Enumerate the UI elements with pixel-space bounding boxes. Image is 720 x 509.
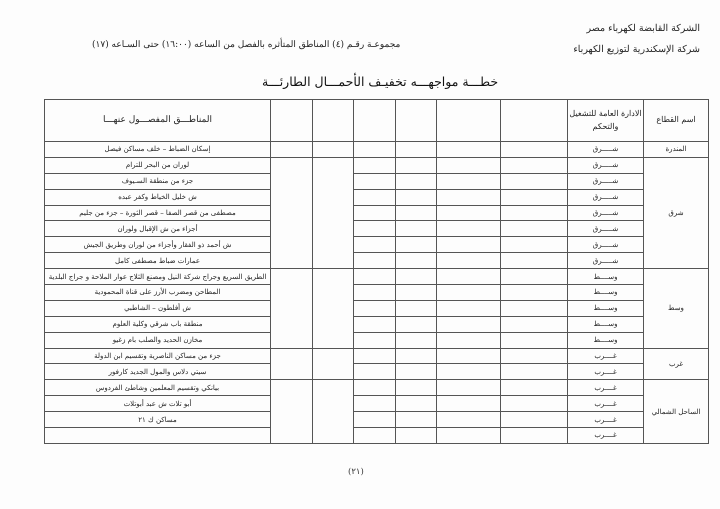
region-name: ش خليل الخياط وكفر عبده <box>45 189 271 205</box>
blank-cell <box>501 316 568 332</box>
admin-name: وســــط <box>568 332 644 348</box>
blank-cell <box>354 412 396 428</box>
blank-cell <box>437 142 501 158</box>
distribution-company-name: شركة الإسكندرية لتوزيع الكهرباء <box>573 44 700 55</box>
admin-name: شـــــرق <box>568 157 644 173</box>
blank-cell <box>437 269 501 285</box>
blank-cell <box>501 269 568 285</box>
header-admin: الادارة العامة للتشغيل والتحكم <box>568 100 644 142</box>
region-name: ش أحمد ذو الفقار وأجزاء من لوران وطريق الجيش <box>45 237 271 253</box>
blank-cell <box>354 173 396 189</box>
blank-cell <box>501 142 568 158</box>
blank-cell <box>437 173 501 189</box>
region-name: سيتي دلاس والمول الجديد كارفور <box>45 364 271 380</box>
region-name: إسكان الضباط – خلف مساكن فيصل <box>45 142 271 158</box>
blank-cell <box>354 142 396 158</box>
blank-cell <box>396 396 437 412</box>
table-row <box>45 269 709 285</box>
sector-name: شرق <box>644 157 709 268</box>
blank-cell <box>396 189 437 205</box>
blank-cell <box>437 348 501 364</box>
blank-cell <box>501 364 568 380</box>
blank-cell <box>354 300 396 316</box>
blank-cell <box>437 221 501 237</box>
region-name: عمارات ضباط مصطفى كامل <box>45 253 271 269</box>
blank-cell <box>501 189 568 205</box>
blank-cell <box>501 173 568 189</box>
blank-cell <box>354 157 396 173</box>
table-row <box>45 285 709 301</box>
blank-cell <box>354 348 396 364</box>
table-row <box>45 237 709 253</box>
region-name: جزء من منطقة السـيوف <box>45 173 271 189</box>
region-name: مخازن الحديد والصلب بام زغيو <box>45 332 271 348</box>
merged-blank-cell <box>271 380 313 444</box>
header-blank <box>396 100 437 142</box>
blank-cell <box>354 332 396 348</box>
blank-cell <box>354 285 396 301</box>
blank-cell <box>354 380 396 396</box>
blank-cell <box>437 189 501 205</box>
table-row <box>45 142 709 158</box>
table-row <box>45 396 709 412</box>
admin-name: شـــــرق <box>568 142 644 158</box>
region-name: أجزاء من ش الإقبال ولوران <box>45 221 271 237</box>
blank-cell <box>437 237 501 253</box>
company-header <box>573 18 700 60</box>
blank-cell <box>396 428 437 444</box>
blank-cell <box>437 412 501 428</box>
blank-cell <box>396 300 437 316</box>
load-shedding-table <box>44 99 709 444</box>
admin-name: غــــرب <box>568 412 644 428</box>
blank-cell <box>396 253 437 269</box>
admin-name: وســــط <box>568 316 644 332</box>
sector-name: وسط <box>644 269 709 348</box>
blank-cell <box>354 428 396 444</box>
admin-name: غــــرب <box>568 428 644 444</box>
header-regions: المناطـــق المفصـــول عنهـــا <box>45 100 271 142</box>
blank-cell <box>501 380 568 396</box>
blank-cell <box>396 285 437 301</box>
admin-name: شـــــرق <box>568 253 644 269</box>
table-row <box>45 300 709 316</box>
holding-company-name: الشركة القابضة لكهرباء مصر <box>586 23 700 34</box>
table-row <box>45 428 709 444</box>
table-row <box>45 157 709 173</box>
table-row <box>45 412 709 428</box>
sector-name: المندرة <box>644 142 709 158</box>
table-row <box>45 253 709 269</box>
admin-name: غــــرب <box>568 380 644 396</box>
group-subtitle: مجموعـة رقـم (٤) المناطق المتأثره بالفصل من الساعه (١٦:٠٠) حتى السـاعه (١٧) <box>92 40 401 50</box>
blank-cell <box>354 396 396 412</box>
merged-blank-cell <box>271 269 313 348</box>
blank-cell <box>501 157 568 173</box>
blank-cell <box>501 396 568 412</box>
region-name <box>45 428 271 444</box>
blank-cell <box>437 205 501 221</box>
blank-cell <box>354 316 396 332</box>
region-name: المطاحن ومضرب الأرز على قناة المحمودية <box>45 285 271 301</box>
admin-name: غــــرب <box>568 396 644 412</box>
admin-name: غــــرب <box>568 364 644 380</box>
merged-blank-cell <box>313 157 354 268</box>
blank-cell <box>437 364 501 380</box>
blank-cell <box>354 253 396 269</box>
admin-name: وســــط <box>568 285 644 301</box>
sector-name: غرب <box>644 348 709 380</box>
region-name: ش أفلطون – الشاطبي <box>45 300 271 316</box>
blank-cell <box>396 412 437 428</box>
blank-cell <box>354 237 396 253</box>
blank-cell <box>437 332 501 348</box>
merged-blank-cell <box>313 269 354 348</box>
admin-name: شـــــرق <box>568 189 644 205</box>
merged-blank-cell <box>271 142 313 158</box>
blank-cell <box>396 348 437 364</box>
blank-cell <box>501 285 568 301</box>
blank-cell <box>396 316 437 332</box>
region-name: الطريق السريع وجراج شركة النيل ومصنع الثلاج عوار الملاحة و جراج البلدية <box>45 269 271 285</box>
blank-cell <box>396 269 437 285</box>
blank-cell <box>501 300 568 316</box>
blank-cell <box>354 364 396 380</box>
table-row <box>45 364 709 380</box>
blank-cell <box>437 253 501 269</box>
page-number: (٢١) <box>348 467 364 477</box>
admin-name: وســــط <box>568 300 644 316</box>
header-blank <box>271 100 313 142</box>
header-blank <box>501 100 568 142</box>
blank-cell <box>437 157 501 173</box>
blank-cell <box>501 412 568 428</box>
blank-cell <box>437 380 501 396</box>
table-row <box>45 205 709 221</box>
table-row <box>45 380 709 396</box>
region-name: مصطفى من قصر الصفا – قصر الثورة – جزء من جليم <box>45 205 271 221</box>
header-blank <box>354 100 396 142</box>
table-row <box>45 316 709 332</box>
blank-cell <box>396 205 437 221</box>
table-row <box>45 173 709 189</box>
region-name: جزء من مساكن الناصرية وتقسيم ابن الدولة <box>45 348 271 364</box>
page-title: خطـــة مواجهـــه تخفيـف الأحمـــال الطارئـــة <box>262 74 499 89</box>
table-row <box>45 221 709 237</box>
blank-cell <box>396 173 437 189</box>
blank-cell <box>501 221 568 237</box>
admin-name: شـــــرق <box>568 221 644 237</box>
header-sector: اسم القطاع <box>644 100 709 142</box>
blank-cell <box>354 269 396 285</box>
admin-name: شـــــرق <box>568 173 644 189</box>
admin-name: وســــط <box>568 269 644 285</box>
admin-name: شـــــرق <box>568 205 644 221</box>
blank-cell <box>396 157 437 173</box>
blank-cell <box>437 300 501 316</box>
blank-cell <box>354 221 396 237</box>
blank-cell <box>437 428 501 444</box>
merged-blank-cell <box>313 142 354 158</box>
blank-cell <box>437 396 501 412</box>
blank-cell <box>501 253 568 269</box>
admin-name: شـــــرق <box>568 237 644 253</box>
admin-name: غــــرب <box>568 348 644 364</box>
header-blank <box>437 100 501 142</box>
table-row <box>45 189 709 205</box>
blank-cell <box>396 142 437 158</box>
blank-cell <box>437 316 501 332</box>
blank-cell <box>396 221 437 237</box>
table-header-row <box>45 100 709 142</box>
blank-cell <box>396 364 437 380</box>
region-name: بيانكي وتقسيم المعلمين وشاطئ الفردوس <box>45 380 271 396</box>
merged-blank-cell <box>313 348 354 380</box>
merged-blank-cell <box>271 157 313 268</box>
blank-cell <box>501 237 568 253</box>
merged-blank-cell <box>271 348 313 380</box>
blank-cell <box>354 205 396 221</box>
blank-cell <box>501 205 568 221</box>
header-blank <box>313 100 354 142</box>
blank-cell <box>396 332 437 348</box>
region-name: أبو تلات ش عبد أبوتلات <box>45 396 271 412</box>
table-row <box>45 332 709 348</box>
sector-name: الساحل الشمالي <box>644 380 709 444</box>
region-name: منطقة باب شرقي وكلية العلوم <box>45 316 271 332</box>
table-row <box>45 348 709 364</box>
blank-cell <box>396 237 437 253</box>
region-name: مساكن ك ٢١ <box>45 412 271 428</box>
blank-cell <box>437 285 501 301</box>
blank-cell <box>501 348 568 364</box>
blank-cell <box>501 428 568 444</box>
blank-cell <box>354 189 396 205</box>
merged-blank-cell <box>313 380 354 444</box>
blank-cell <box>501 332 568 348</box>
region-name: لوران من البحر للترام <box>45 157 271 173</box>
blank-cell <box>396 380 437 396</box>
